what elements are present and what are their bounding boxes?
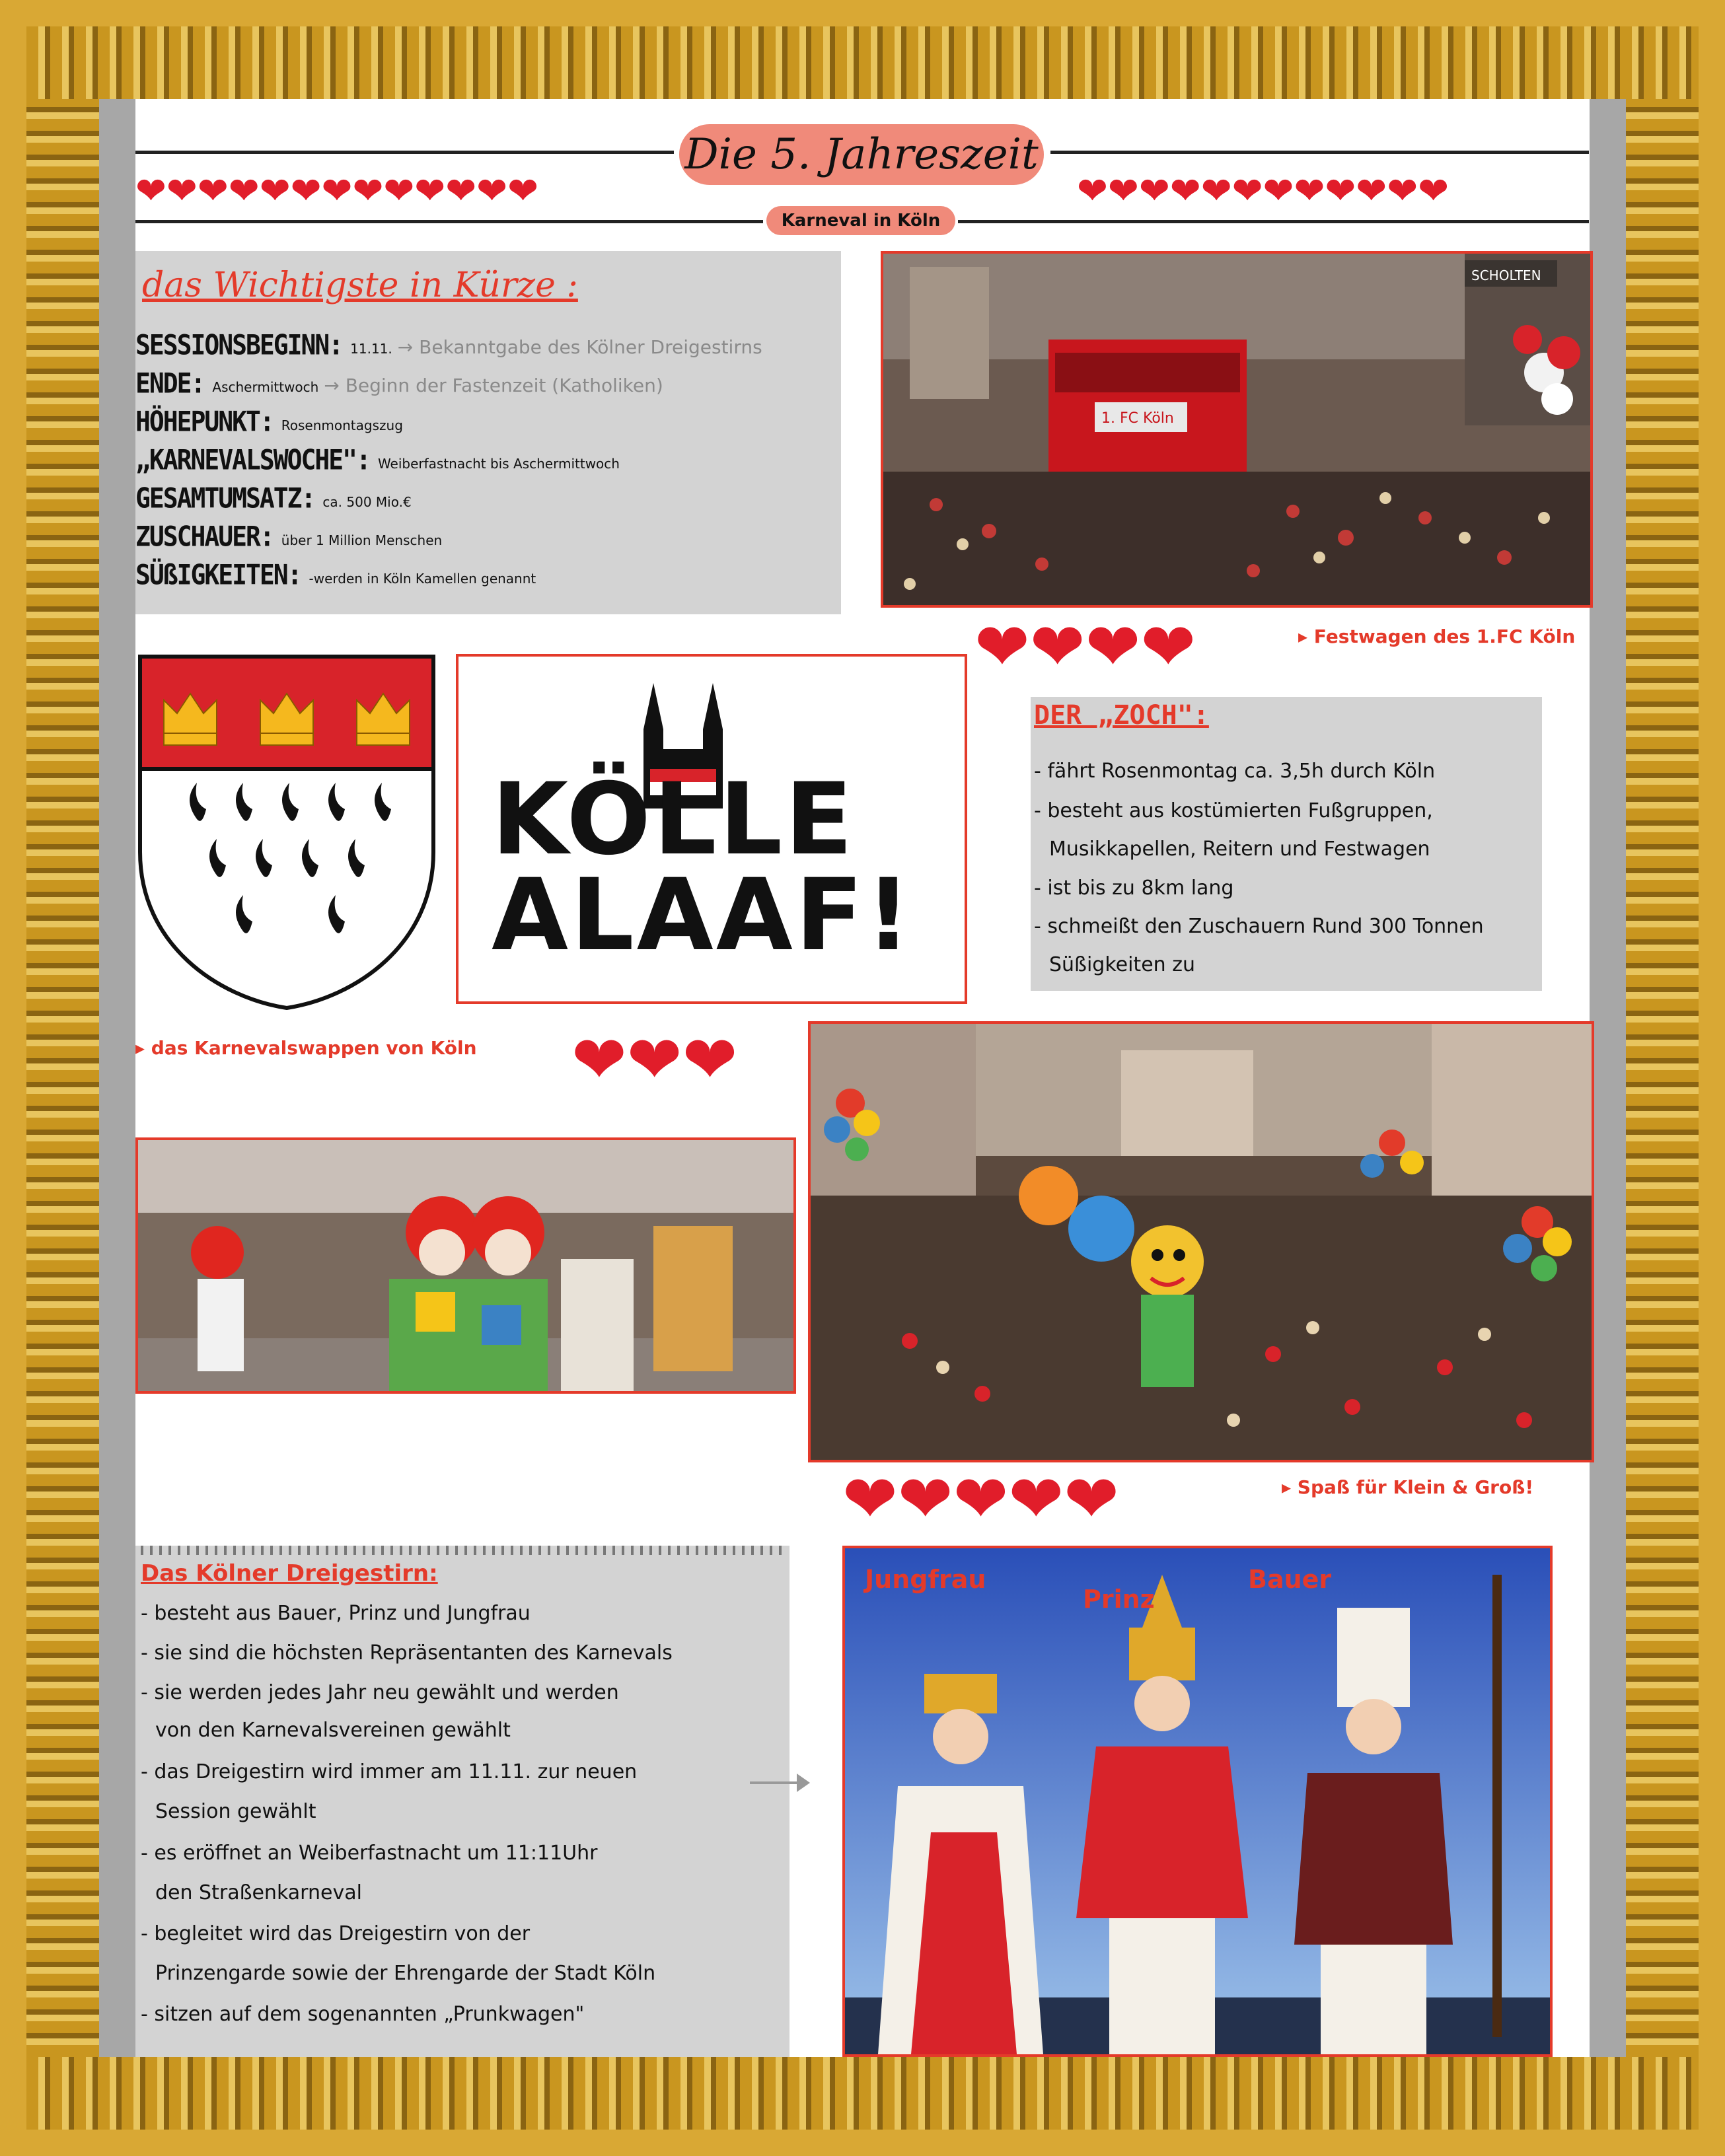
summary-value: ca. 500 Mio.€ [322,494,412,510]
caption-spass: ▸ Spaß für Klein & Groß! [1282,1476,1534,1498]
summary-row [135,407,403,436]
dreigestirn-item: - sie werden jedes Jahr neu gewählt und werden [141,1681,619,1704]
summary-value: über 1 Million Menschen [281,532,443,548]
summary-title: das Wichtigste in Kürze : [142,266,578,305]
hearts-row-3: ❤❤❤❤❤ [842,1460,1119,1538]
dreigestirn-item-text: sie werden jedes Jahr neu gewählt und werden [154,1681,619,1704]
parade-image [811,1024,1592,1460]
summary-box [135,251,841,614]
zoch-item-text: ist bis zu 8km lang [1047,877,1234,900]
label-bauer: Bauer [1248,1565,1332,1594]
dreigestirn-item-cont: Prinzengarde sowie der Ehrengarde der Stadt Köln [155,1962,656,1985]
dreigestirn-item-text: sitzen auf dem sogenannten „Prunkwagen" [154,2003,585,2026]
hearts-right: ❤❤❤❤❤❤❤❤❤❤❤❤ [1077,170,1450,213]
subheader-line-left [135,220,763,223]
frame-bottom [26,2057,1699,2130]
label-prinz: Prinz [1083,1585,1155,1614]
dreigestirn-item-text: es eröffnet an Weiberfastnacht um 11:11Uhr [154,1842,598,1865]
summary-value: -werden in Köln Kamellen genannt [309,571,536,587]
dreigestirn-item: - das Dreigestirn wird immer am 11.11. zur neuen [141,1760,638,1783]
photo-parade [808,1021,1594,1462]
caption-wappen: ▸ das Karnevalswappen von Köln [135,1037,477,1059]
dreigestirn-image [845,1548,1550,2054]
summary-key: GESAMTUMSATZ: [135,482,315,515]
summary-row [135,445,620,474]
photo-dreigestirn [842,1546,1553,2057]
dreigestirn-item: - es eröffnet an Weiberfastnacht um 11:11Uhr [141,1842,598,1865]
koelle-alaaf-logo-box [456,654,967,1004]
header-line-right [1050,151,1589,154]
frame-right [1626,99,1699,2057]
summary-key: HÖHEPUNKT: [135,405,274,438]
dreigestirn-item-text: besteht aus Bauer, Prinz und Jungfrau [154,1602,531,1625]
page-edge-right [1590,99,1626,2057]
dreigestirn-item: - sie sind die höchsten Repräsentanten des Karnevals [141,1641,673,1665]
caption-festwagen: ▸ Festwagen des 1.FC Köln [1298,626,1576,647]
notebook-spiral [141,1546,788,1555]
zoch-box [1031,697,1542,991]
summary-note: → Beginn der Fastenzeit (Katholiken) [324,375,663,396]
summary-value: Weiberfastnacht bis Aschermittwoch [377,456,620,472]
summary-value: 11.11. [350,341,392,357]
summary-key: SESSIONSBEGINN: [135,328,343,361]
arrow-to-photo [750,1781,799,1784]
dreigestirn-item-cont: von den Karnevalsvereinen gewählt [155,1719,511,1742]
clowns-image [138,1140,793,1391]
frame-left [26,99,99,2057]
poster-page [99,99,1626,2057]
summary-row [135,330,762,359]
zoch-item-text: fährt Rosenmontag ca. 3,5h durch Köln [1047,760,1436,783]
summary-row [135,369,663,398]
dreigestirn-item-text: sie sind die höchsten Repräsentanten des Karnevals [154,1641,673,1665]
summary-key: SÜßIGKEITEN: [135,558,301,591]
zoch-item: - fährt Rosenmontag ca. 3,5h durch Köln [1034,760,1436,783]
bus-front-label: 1. FC Köln [1101,410,1174,427]
hearts-row-1: ❤❤❤❤ [974,608,1196,686]
dreigestirn-item: - besteht aus Bauer, Prinz und Jungfrau [141,1602,531,1625]
zoch-title: DER „ZOCH": [1034,700,1209,731]
dreigestirn-item-text: begleitet wird das Dreigestirn von der [154,1922,531,1945]
zoch-item: - besteht aus kostümierten Fußgruppen, [1034,799,1433,822]
zoch-item: - schmeißt den Zuschauern Rund 300 Tonnen [1034,915,1484,938]
dreigestirn-box [135,1546,789,2057]
summary-value: Aschermittwoch [212,379,319,395]
logo-line2: ALAAF! [492,858,914,973]
zoch-item: - ist bis zu 8km lang [1034,877,1234,900]
zoch-item-text: schmeißt den Zuschauern Rund 300 Tonnen [1047,915,1484,938]
zoch-item-cont: Musikkapellen, Reitern und Festwagen [1049,838,1430,861]
subheader-line-right [958,220,1589,223]
header-line-left [135,151,674,154]
zoch-item-cont: Süßigkeiten zu [1049,953,1195,976]
summary-row [135,560,536,589]
page-title: Die 5. Jahreszeit [679,124,1044,185]
dreigestirn-item-cont: Session gewählt [155,1800,316,1823]
summary-key: ZUSCHAUER: [135,520,274,553]
dreigestirn-item: - begleitet wird das Dreigestirn von der [141,1922,531,1945]
photo-clowns [135,1137,796,1394]
summary-note: → Bekanntgabe des Kölner Dreigestirns [397,336,762,358]
summary-key: „KARNEVALSWOCHE": [135,443,370,476]
cologne-coat-of-arms [137,654,436,1011]
label-jungfrau: Jungfrau [865,1565,986,1594]
festwagen-image [883,254,1590,605]
hearts-row-2: ❤❤❤ [571,1021,738,1098]
dreigestirn-title: Das Kölner Dreigestirn: [141,1560,438,1587]
hearts-left: ❤❤❤❤❤❤❤❤❤❤❤❤❤ [135,170,538,213]
scholten-sign: SCHOLTEN [1471,268,1541,283]
summary-row [135,484,412,513]
summary-row [135,522,442,551]
summary-key: ENDE: [135,367,205,400]
zoch-item-text: besteht aus kostümierten Fußgruppen, [1047,799,1433,822]
logo-line1: KÖLLE [492,762,856,877]
page-subtitle: Karneval in Köln [766,206,955,235]
photo-festwagen [881,251,1593,608]
summary-value: Rosenmontagszug [281,417,403,433]
dreigestirn-item: - sitzen auf dem sogenannten „Prunkwagen" [141,2003,585,2026]
dreigestirn-item-text: das Dreigestirn wird immer am 11.11. zur neuen [154,1760,638,1783]
frame-top [26,26,1699,99]
page-edge-left [99,99,135,2057]
dreigestirn-item-cont: den Straßenkarneval [155,1881,362,1904]
